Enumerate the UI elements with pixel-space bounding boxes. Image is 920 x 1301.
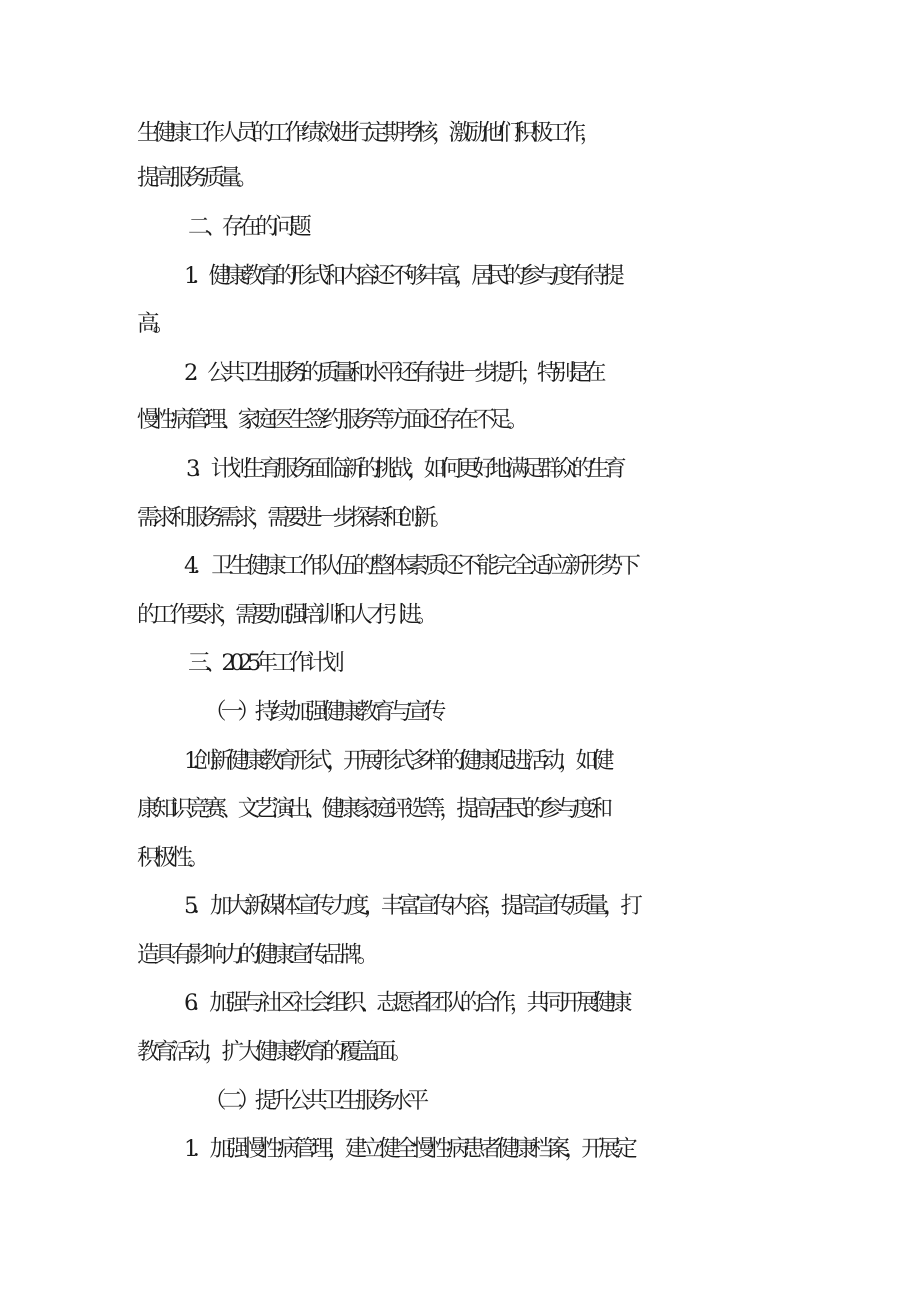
subsection-heading-public-health: （二）提升公共卫生服务水平 bbox=[204, 1088, 424, 1114]
subsection-heading-health-education: （一）持续加强健康教育与宣传 bbox=[204, 699, 441, 725]
list-item-problem-1: 1．健康教育的形式和内容还不够丰富，居民的参与度有待提 bbox=[184, 263, 619, 289]
section-heading-plan: 三、2025年工作计划 bbox=[188, 650, 339, 676]
section-heading-problems: 二、存在的问题 bbox=[188, 214, 307, 240]
list-item-plan-5: 5．加大新媒体宣传力度，丰富宣传内容，提高宣传质量，打 bbox=[184, 893, 638, 919]
body-text-line: 慢性病管理、家庭医生签约服务等方面还存在不足。 bbox=[137, 407, 524, 433]
body-text-line: 高。 bbox=[137, 311, 169, 337]
list-item-problem-2: 2．公共卫生服务的质量和水平还有待进一步提升，特别是在 bbox=[184, 360, 600, 386]
body-text-line: 的工作要求，需要加强培训和人才引进。 bbox=[137, 602, 433, 628]
list-item-public-health-1: 1．加强慢性病管理，建立健全慢性病患者健康档案，开展定 bbox=[184, 1136, 633, 1162]
body-text-line: 康知识竞赛、文艺演出、健康家庭评选等，提高居民的参与度和 bbox=[137, 796, 608, 822]
body-text-line: 积极性。 bbox=[137, 845, 205, 871]
list-item-problem-4: 4．卫生健康工作队伍的整体素质还不能完全适应新形势下 bbox=[184, 553, 637, 579]
body-text-line: 提高服务质量。 bbox=[137, 165, 253, 191]
list-item-problem-3: 3．计划生育服务面临新的挑战，如何更好地满足群众的生育 bbox=[186, 456, 621, 482]
body-text-line: 生健康工作人员的工作绩效进行定期考核，激励他们积极工作， bbox=[137, 120, 597, 146]
body-text-line: 造具有影响力的健康宣传品牌。 bbox=[137, 942, 374, 968]
body-text-line: 教育活动，扩大健康教育的覆盖面。 bbox=[137, 1039, 408, 1065]
list-item-plan-1: 1.创新健康教育形式，开展形式多样的健康促进活动，如健 bbox=[184, 748, 609, 774]
list-item-plan-6: 6．加强与社区社会组织、志愿者团队的合作，共同开展健康 bbox=[184, 990, 627, 1016]
body-text-line: 需求和服务需求，需要进一步探索和创新。 bbox=[137, 505, 447, 531]
